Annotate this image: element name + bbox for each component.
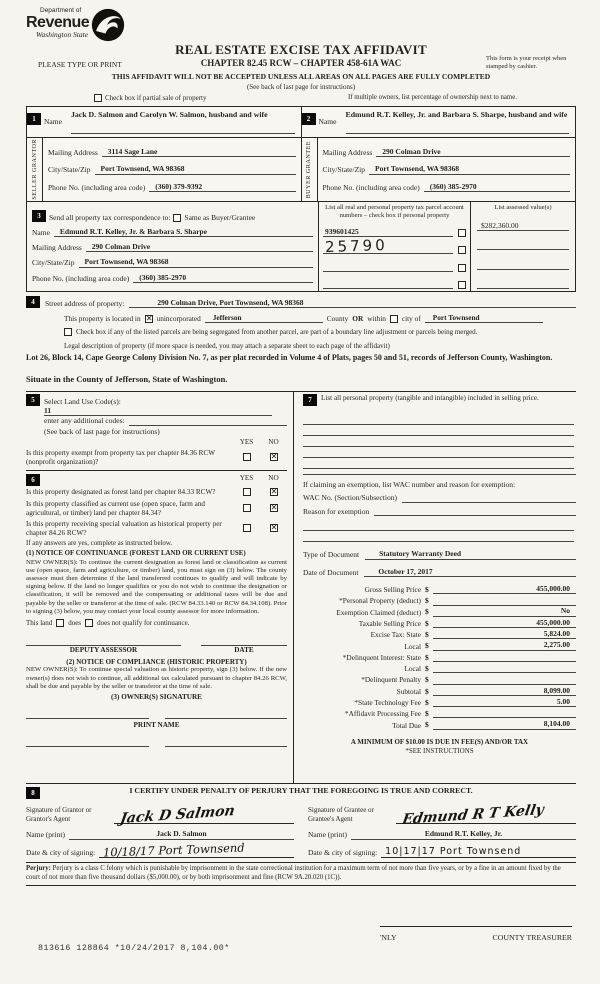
exemption-claimed-field[interactable]: No: [433, 606, 576, 616]
additional-codes-label: enter any additional codes:: [44, 416, 125, 426]
current-use-no-checkbox[interactable]: [270, 504, 278, 512]
personal-property-checkbox-3[interactable]: [458, 264, 466, 272]
yes-header-2: YES: [239, 474, 254, 483]
assessed-header: List assessed value(s): [494, 204, 552, 211]
cashier-stamp: 813616 128864 *10/24/2017 8,104.00*: [38, 944, 230, 954]
same-as-buyer-label: Same as Buyer/Grantee: [184, 212, 256, 222]
personal-property-line-5[interactable]: [303, 458, 574, 469]
see-instructions-note: *SEE INSTRUCTIONS: [405, 746, 474, 755]
logo-state-text: Washington State: [36, 29, 89, 39]
buyer-mailing-field[interactable]: 290 Colman Drive: [376, 147, 570, 157]
grantor-date-city-label: Date & city of signing:: [26, 848, 96, 858]
seller-phone-field[interactable]: (360) 379-9392: [149, 182, 295, 192]
financial-table: Gross Selling Price $ 455,000.00 *Personal Property (deduct) $ Exemption Claimed (deduct) $ No Taxable Selling Price $ 455,000.00 Excise Tax: State $ 5,824.00 Local $ 2,275.00 *Delinquent Interest: State $ Local $ *Delinquent Penalty $ Subtotal $ 8,099.00 *State Technology Fee $ 5.00 *Affidavit Processing Fee $ Total Due $ 8,104.00: [303, 583, 576, 730]
form-subtitle: CHAPTER 82.45 RCW – CHAPTER 458-61A WAC: [200, 58, 402, 68]
section-5-number: 5: [26, 394, 40, 406]
historical-yes-checkbox[interactable]: [243, 524, 251, 532]
buyer-side-label: BUYER GRANTEE: [305, 140, 313, 199]
property-section: [26, 292, 576, 385]
assessed-values-column: [471, 202, 575, 291]
street-address-label: Street address of property:: [45, 298, 125, 308]
seller-name-label: Name: [44, 117, 62, 126]
see-back-note: (See back of last page for instructions): [246, 83, 356, 91]
unincorporated-label: unincorporated: [156, 314, 201, 323]
multiple-owners-note: If multiple owners, list percentage of ownership next to name.: [348, 94, 517, 101]
taxable-selling-price-field[interactable]: 455,000.00: [433, 618, 576, 628]
middle-columns: [26, 391, 576, 783]
tax-correspondence-box: [26, 202, 576, 292]
grantor-date-city-field[interactable]: [99, 840, 294, 860]
assessed-field-1[interactable]: $282,360.00: [477, 221, 569, 231]
exemption-claim-label: If claiming an exemption, list WAC number and reason for exemption:: [303, 480, 516, 490]
header: [26, 6, 576, 106]
continuance-body: NEW OWNER(S): To continue the current designation as forest land or classification as current use (open space, farm and agriculture, or timber) land, you must sign on (3) below. The county assessor must then determine if the land transferred continues to qualify and will indicate by signing below. If the land no longer qualifies or you do not wish to continue the designation or classification, it will be removed and the compensating or additional taxes will be due and payable by the seller or transferor at the time of sale. (RCW 84.33.140 or RCW 84.34.108). Prior to signing (3) below, you may contact your local county assessor for more information.: [26, 558, 287, 615]
owner-signature-line-2[interactable]: [165, 711, 288, 719]
grantor-sig-label: Signature of Grantor or Grantor's Agent: [26, 805, 92, 823]
logo-dept-text: Department of: [40, 7, 82, 14]
seller-section: [27, 107, 302, 201]
segregated-checkbox[interactable]: [64, 328, 72, 336]
no-header-2: NO: [268, 474, 279, 483]
grantee-name-print-field[interactable]: Edmund R.T. Kelley, Jr.: [351, 829, 576, 839]
deputy-assessor-label: DEPUTY ASSESSOR: [69, 645, 138, 654]
type-of-document-field[interactable]: Statutory Warranty Deed: [365, 549, 576, 559]
right-column: [294, 392, 576, 783]
grantee-date-city-handwriting: 10|17|17 Port Townsend: [385, 845, 522, 857]
buyer-city-field[interactable]: Port Townsend, WA 98368: [369, 164, 570, 174]
personal-property-deduct-field[interactable]: [433, 605, 576, 606]
buyer-phone-field[interactable]: (360) 385-2970: [424, 182, 570, 192]
personal-property-checkbox-2[interactable]: [458, 246, 466, 254]
historical-no-checkbox[interactable]: [270, 524, 278, 532]
print-name-label: PRINT NAME: [133, 721, 180, 729]
grantor-name-print-label: Name (print): [26, 830, 65, 840]
parcel-field-2[interactable]: [323, 235, 453, 257]
parcel-numbers-column: [319, 202, 471, 291]
corr-phone-label: Phone No. (including area code): [32, 273, 130, 283]
personal-property-line-4[interactable]: [303, 447, 574, 458]
corr-city-label: City/State/Zip: [32, 258, 75, 268]
section-6-number: 6: [26, 474, 40, 486]
print-name-line-2[interactable]: [165, 739, 288, 747]
deputy-assessor-signature-line[interactable]: [26, 636, 181, 646]
parcel-field-4[interactable]: [323, 288, 453, 289]
excise-tax-local-field[interactable]: 2,275.00: [433, 640, 576, 650]
footer: [26, 886, 576, 984]
or-word: OR: [352, 314, 364, 323]
dept-of-revenue-logo: [26, 8, 125, 44]
date-of-document-label: Date of Document: [303, 567, 359, 577]
reason-exemption-field[interactable]: [374, 507, 576, 516]
reason-line-2[interactable]: [303, 520, 574, 531]
forest-no-checkbox[interactable]: [270, 488, 278, 496]
buyer-mailing-label: Mailing Address: [322, 147, 373, 157]
seller-city-label: City/State/Zip: [48, 165, 91, 175]
send-correspondence-label: Send all property tax correspondence to:: [49, 212, 171, 222]
seller-mailing-label: Mailing Address: [48, 147, 98, 157]
seller-buyer-box: [26, 106, 576, 202]
minimum-fee-note: A MINIMUM OF $10.00 IS DUE IN FEE(S) AND/OR TAX: [350, 737, 529, 746]
grantee-date-city-label: Date & city of signing:: [308, 848, 378, 858]
partial-sale-label: Check box if partial sale of property: [105, 94, 207, 102]
certify-statement: I CERTIFY UNDER PENALTY OF PERJURY THAT THE FOREGOING IS TRUE AND CORRECT.: [129, 786, 473, 796]
forest-yes-checkbox[interactable]: [243, 488, 251, 496]
yes-header: YES: [239, 438, 254, 447]
legal-description-label: Legal description of property (if more space is needed, you may attach a separate sheet to each page of the affidavit): [64, 341, 390, 350]
legal-description-field[interactable]: Lot 26, Block 14, Cape George Colony Division No. 7, as per plat recorded in Volume 4 of Plats, pages 50 and 51, records of Jefferson County, Washington.: [26, 352, 553, 362]
buyer-name-label: Name: [318, 117, 337, 126]
forest-land-question: Is this property designated as forest land per chapter 84.33 RCW?: [26, 488, 216, 497]
corr-mailing-field[interactable]: 290 Colman Drive: [86, 242, 313, 252]
partial-sale-checkbox[interactable]: [94, 94, 102, 102]
grantor-date-city-handwriting: 10/18/17 Port Townsend: [102, 840, 246, 860]
situate-line: Situate in the County of Jefferson, State of Washington.: [26, 374, 228, 385]
gross-selling-price-field[interactable]: 455,000.00: [433, 584, 576, 594]
certification-section: [26, 783, 576, 886]
section-4-number: 4: [26, 296, 40, 308]
parcel-header: List all real and personal property tax parcel account numbers – check box if personal property: [325, 204, 464, 219]
logo-revenue-text: Revenue: [26, 13, 90, 31]
delinquent-penalty-field[interactable]: [433, 684, 576, 685]
parcel-field-1[interactable]: 939601425: [323, 227, 453, 237]
county-word: County: [326, 314, 349, 323]
nonprofit-no-checkbox[interactable]: [270, 453, 278, 461]
section-1-number: 1: [27, 113, 41, 125]
land-use-code-field[interactable]: 11: [44, 406, 272, 416]
buyer-name-field[interactable]: Edmund R.T. Kelley, Jr. and Barbara S. Sharpe, husband and wife: [346, 110, 570, 134]
personal-property-line-3[interactable]: [303, 436, 574, 447]
grantee-name-print-label: Name (print): [308, 830, 347, 840]
does-label: does: [68, 618, 82, 627]
type-or-print-label: PLEASE TYPE OR PRINT: [38, 60, 122, 69]
deputy-date-line[interactable]: [201, 636, 287, 646]
parcel-field-3[interactable]: [323, 271, 453, 272]
wac-no-label: WAC No. (Section/Subsection): [303, 493, 397, 503]
compliance-body: NEW OWNER(S): To continue special valuation as historic property, sign (3) below. If the new owner(s) does not wish to continue, all additional tax calculated pursuant to chapter 84.26 RCW, shall be due and payable by the seller or transferor at the time of sale.: [26, 666, 287, 690]
nonprofit-yes-checkbox[interactable]: [243, 453, 251, 461]
see-back-note-2: (See back of last page for instructions): [44, 426, 160, 436]
grantor-signature-block: [26, 798, 294, 858]
state-technology-fee-field[interactable]: 5.00: [433, 697, 576, 707]
this-land-label: This land: [26, 618, 53, 627]
left-column: [26, 392, 294, 783]
excise-tax-state-field[interactable]: 5,824.00: [433, 629, 576, 639]
section-7-number: 7: [303, 394, 317, 406]
seller-mailing-field[interactable]: 3114 Sage Lane: [102, 147, 296, 157]
county-treasurer-block: [380, 926, 572, 943]
corr-mailing-label: Mailing Address: [32, 243, 82, 253]
form-title: REAL ESTATE EXCISE TAX AFFIDAVIT: [175, 42, 427, 57]
grantee-signature-field[interactable]: [396, 798, 576, 829]
grantee-date-city-field[interactable]: [381, 845, 576, 858]
county-field[interactable]: Jefferson: [205, 313, 323, 323]
personal-property-checkbox-1[interactable]: [458, 229, 466, 237]
owner-signature-line-1[interactable]: [26, 711, 149, 719]
delinquent-interest-local-field[interactable]: [433, 672, 576, 673]
warning-line: THIS AFFIDAVIT WILL NOT BE ACCEPTED UNLESS ALL AREAS ON ALL PAGES ARE FULLY COMPLETED: [111, 72, 491, 81]
city-of-label: city of: [401, 314, 421, 323]
same-as-buyer-checkbox[interactable]: [173, 214, 181, 222]
corr-city-field[interactable]: Port Townsend, WA 98368: [79, 257, 314, 267]
use-only-fragment: 'NLY: [380, 933, 397, 943]
grantor-signature-field[interactable]: [114, 798, 294, 828]
receipt-note: This form is your receipt when stamped by cashier.: [486, 55, 567, 71]
correspondence-section: [27, 202, 319, 291]
compliance-heading: (2) NOTICE OF COMPLIANCE (HISTORIC PROPERTY): [66, 657, 247, 666]
historical-question: Is this property receiving special valuation as historical property per chapter 84.26 RCW?: [26, 519, 222, 537]
additional-codes-field[interactable]: [129, 425, 287, 426]
section-8-number: 8: [26, 787, 40, 799]
seller-name-field[interactable]: Jack D. Salmon and Carolyn W. Salmon, husband and wife: [71, 110, 295, 134]
corr-name-field[interactable]: Edmund R.T. Kelley, Jr. & Barbara S. Sharpe: [54, 227, 313, 237]
revenue-swoosh-icon: [91, 8, 125, 44]
handwritten-parcel: 25790: [324, 235, 389, 257]
total-due-field[interactable]: 8,104.00: [433, 719, 576, 729]
corr-phone-field[interactable]: (360) 385-2970: [133, 273, 313, 283]
grantor-name-print-field[interactable]: Jack D. Salmon: [69, 829, 294, 839]
type-of-document-label: Type of Document: [303, 550, 360, 560]
buyer-section: [302, 107, 576, 201]
grantor-signature: Jack D Salmon: [118, 803, 237, 828]
no-header: NO: [268, 438, 279, 447]
reason-line-3[interactable]: [303, 531, 574, 542]
seller-side-label: SELLER GRANTOR: [30, 139, 38, 200]
current-use-yes-checkbox[interactable]: [243, 504, 251, 512]
wac-no-field[interactable]: [402, 494, 576, 503]
personal-property-label: List all personal property (tangible and intangible) included in selling price.: [321, 394, 539, 403]
owners-signature-label: (3) OWNER(S) SIGNATURE: [111, 693, 202, 701]
nonprofit-question: Is this property exempt from property tax per chapter 84.36 RCW (nonprofit organization)?: [26, 449, 215, 467]
reason-exemption-label: Reason for exemption: [303, 506, 370, 516]
city-field[interactable]: Port Townsend: [425, 313, 543, 323]
current-use-question: Is this property classified as current use (open space, farm and agricultural, or timber) land per chapter 84.34?: [26, 499, 206, 517]
personal-property-line-2[interactable]: [303, 425, 574, 436]
section-2-number: 2: [302, 113, 316, 125]
segregated-label: Check box if any of the listed parcels are being segregated from another parcel, are part of a boundary line adjustment or parcels being merged.: [76, 328, 478, 337]
city-checkbox[interactable]: [390, 315, 398, 323]
seller-phone-label: Phone No. (including area code): [48, 182, 146, 192]
buyer-phone-label: Phone No. (including area code): [322, 182, 420, 192]
print-name-line-1[interactable]: [26, 739, 149, 747]
corr-name-label: Name: [32, 227, 50, 237]
seller-city-field[interactable]: Port Townsend, WA 98368: [95, 164, 296, 174]
unincorporated-checkbox[interactable]: [145, 315, 153, 323]
county-treasurer-label: COUNTY TREASURER: [492, 933, 572, 943]
delinquent-interest-state-field[interactable]: [433, 661, 576, 662]
land-use-label: Select Land Use Code(s):: [44, 396, 121, 406]
date-of-document-field[interactable]: October 17, 2017: [364, 567, 576, 577]
perjury-note: Perjury: Perjury is a class C felony which is punishable by imprisonment in the state correctional institution for a maximum term of not more than five years, or by a fine in an amount fixed by the court of not more than five thousand dollars ($5,000.00), or by both imprisonment and fine (RCW 9A.20.020 (1C)).: [26, 862, 576, 887]
personal-property-line-1[interactable]: [303, 414, 574, 425]
land-does-not-checkbox[interactable]: [85, 619, 93, 627]
continuance-heading: (1) NOTICE OF CONTINUANCE (FOREST LAND OR CURRENT USE): [26, 550, 246, 558]
grantee-signature-block: [308, 798, 576, 858]
street-address-field[interactable]: 290 Colman Drive, Port Townsend, WA 98368: [129, 298, 576, 308]
located-prefix: This property is located in: [64, 314, 141, 323]
subtotal-field[interactable]: 8,099.00: [433, 686, 576, 696]
land-does-checkbox[interactable]: [56, 619, 64, 627]
grantee-sig-label: Signature of Grantee or Grantee's Agent: [308, 805, 374, 823]
assessed-field-4[interactable]: [477, 288, 569, 289]
any-answers-note: If any answers are yes, complete as instructed below.: [26, 539, 173, 547]
within-word: within: [367, 314, 386, 323]
section-3-number: 3: [32, 210, 46, 222]
buyer-city-label: City/State/Zip: [322, 165, 365, 175]
affidavit-processing-fee-field[interactable]: [433, 717, 576, 718]
grantee-signature: Edmund R T Kelly: [400, 802, 546, 829]
date-label: DATE: [234, 645, 254, 654]
personal-property-checkbox-4[interactable]: [458, 281, 466, 289]
does-not-label: does not qualify for continuance.: [97, 618, 190, 627]
